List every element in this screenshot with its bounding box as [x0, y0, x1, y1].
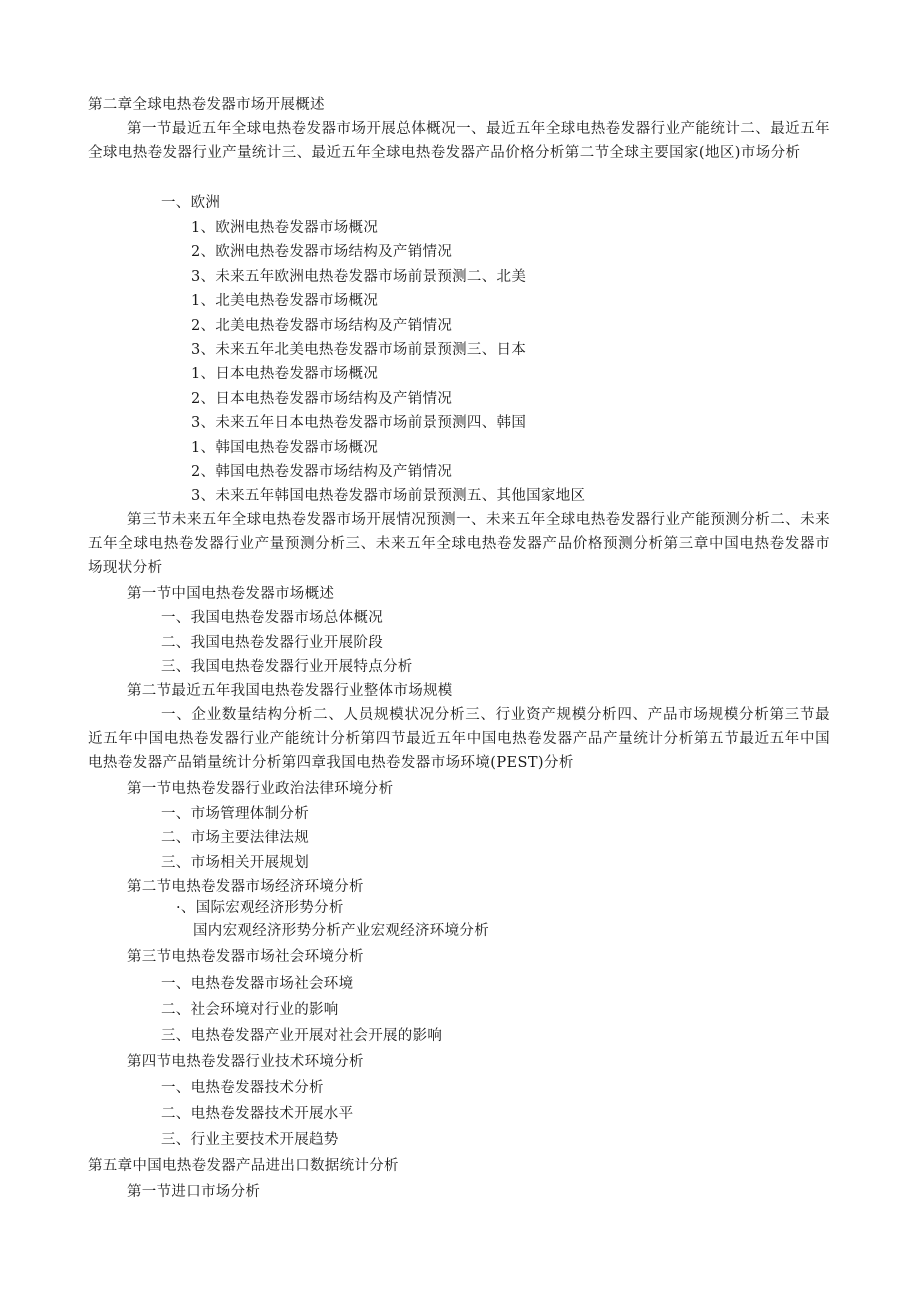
chapter-4-section-1-item-2: 二、市场主要法律法规	[161, 830, 309, 846]
chapter-4-section-4-item-3: 三、行业主要技术开展趋势	[161, 1132, 339, 1148]
north-america-item-1: 1、北美电热卷发器市场概况	[191, 293, 379, 309]
chapter-2-heading: 第二章全球电热卷发器市场开展概述	[88, 97, 325, 113]
chapter-3-section-2: 第二节最近五年我国电热卷发器行业整体市场规模	[127, 683, 453, 699]
chapter-2-section-3-paragraph: 第三节未来五年全球电热卷发器市场开展情况预测一、未来五年全球电热卷发器行业产能预测分析二、未来五年全球电热卷发器行业产量预测分析三、未来五年全球电热卷发器产品价格预测分析第三章中国电热卷发器市场现状分析	[88, 512, 830, 576]
europe-item-2: 2、欧洲电热卷发器市场结构及产销情况	[191, 244, 453, 260]
chapter-2-section-1-paragraph: 第一节最近五年全球电热卷发器市场开展总体概况一、最近五年全球电热卷发器行业产能统计二、最近五年全球电热卷发器行业产量统计三、最近五年全球电热卷发器产品价格分析第二节全球主要国家(地区)市场分析	[88, 121, 830, 161]
chapter-4-section-3: 第三节电热卷发器市场社会环境分析	[127, 949, 364, 965]
north-america-item-2: 2、北美电热卷发器市场结构及产销情况	[191, 318, 453, 334]
chapter-4-section-3-item-1: 一、电热卷发器市场社会环境	[161, 976, 354, 992]
japan-item-3: 3、未来五年日本电热卷发器市场前景预测四、韩国	[191, 415, 527, 431]
chapter-4-section-4-item-2: 二、电热卷发器技术开展水平	[161, 1106, 354, 1122]
chapter-3-section-1-item-3: 三、我国电热卷发器行业开展特点分析	[161, 659, 413, 675]
chapter-4-section-4-item-1: 一、电热卷发器技术分析	[161, 1080, 324, 1096]
europe-item-1: 1、欧洲电热卷发器市场概况	[191, 220, 379, 236]
korea-item-3: 3、未来五年韩国电热卷发器市场前景预测五、其他国家地区	[191, 488, 586, 504]
chapter-3-section-2-paragraph: 一、企业数量结构分析二、人员规模状况分析三、行业资产规模分析四、产品市场规模分析第三节最近五年中国电热卷发器行业产能统计分析第四节最近五年中国电热卷发器产品产量统计分析第五节最近五年中国电热卷发器产品销量统计分析第四章我国电热卷发器市场环境(PEST)分析	[88, 707, 830, 771]
korea-item-1: 1、韩国电热卷发器市场概况	[191, 440, 379, 456]
chapter-4-section-2: 第二节电热卷发器市场经济环境分析	[127, 879, 364, 895]
chapter-5-section-1: 第一节进口市场分析	[127, 1184, 261, 1200]
chapter-4-section-1-item-1: 一、市场管理体制分析	[161, 806, 309, 822]
europe-heading: 一、欧洲	[161, 195, 221, 211]
europe-item-3: 3、未来五年欧洲电热卷发器市场前景预测二、北美	[191, 269, 527, 285]
chapter-4-section-1: 第一节电热卷发器行业政治法律环境分析	[127, 781, 394, 797]
chapter-4-section-1-item-3: 三、市场相关开展规划	[161, 855, 309, 871]
chapter-3-section-1-item-1: 一、我国电热卷发器市场总体概况	[161, 610, 383, 626]
korea-item-2: 2、韩国电热卷发器市场结构及产销情况	[191, 464, 453, 480]
japan-item-1: 1、日本电热卷发器市场概况	[191, 366, 379, 382]
chapter-5-heading: 第五章中国电热卷发器产品进出口数据统计分析	[88, 1158, 399, 1174]
chapter-4-section-2-item-1: ·、国际宏观经济形势分析	[176, 900, 344, 916]
chapter-3-section-1: 第一节中国电热卷发器市场概述	[127, 586, 335, 602]
chapter-4-section-4: 第四节电热卷发器行业技术环境分析	[127, 1054, 364, 1070]
japan-item-2: 2、日本电热卷发器市场结构及产销情况	[191, 391, 453, 407]
chapter-4-section-3-item-3: 三、电热卷发器产业开展对社会开展的影响	[161, 1028, 443, 1044]
chapter-3-section-1-item-2: 二、我国电热卷发器行业开展阶段	[161, 635, 383, 651]
chapter-4-section-2-item-2: 国内宏观经济形势分析产业宏观经济环境分析	[193, 923, 489, 939]
north-america-item-3: 3、未来五年北美电热卷发器市场前景预测三、日本	[191, 342, 527, 358]
chapter-4-section-3-item-2: 二、社会环境对行业的影响	[161, 1002, 339, 1018]
